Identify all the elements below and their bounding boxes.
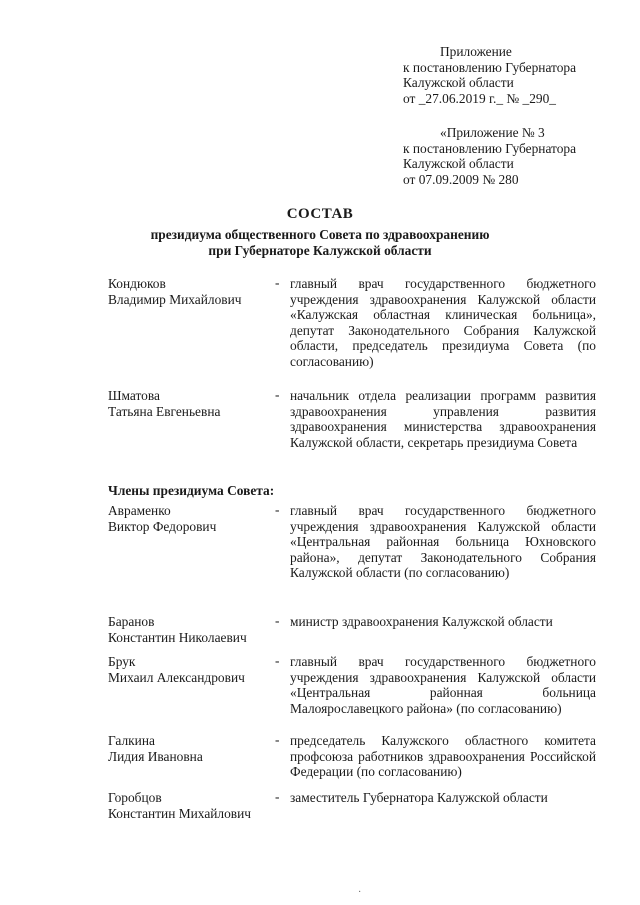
separator-dash: - [275,789,280,804]
member-role: председатель Калужского областного комитета профсоюза работников здравоохранения Российской Федерации (по согласованию) [290,733,596,780]
member-surname: Авраменко [108,503,171,518]
member-name [108,654,268,685]
member-name [108,388,268,419]
annex-line: от 07.09.2009 № 280 [403,171,519,187]
scan-speck: · [358,887,362,898]
member-given-names: Виктор Федорович [108,518,217,534]
member-given-names: Лидия Ивановна [108,748,203,764]
document-title: СОСТАВ [286,206,354,222]
annex-line: Калужской области [403,75,514,91]
separator-dash: - [275,502,280,517]
member-given-names: Михаил Александрович [108,669,245,685]
annex-header-original [403,125,576,187]
member-role: министр здравоохранения Калужской области [290,614,553,629]
subtitle-line: при Губернаторе Калужской области [208,242,432,258]
member-surname: Брук [108,654,136,669]
member-given-names: Владимир Михайлович [108,291,242,307]
member-role: главный врач государственного бюджетного учреждения здравоохранения Калужской области «Центральная районная больница Юхновского района», депутат Законодательного Собрания Калужской области (по согласованию) [290,503,596,581]
member-role: заместитель Губернатора Калужской области [290,790,548,805]
annex-line: «Приложение № 3 [440,125,545,140]
member-given-names: Константин Николаевич [108,629,247,645]
separator-dash: - [275,613,280,628]
separator-dash: - [275,275,280,290]
member-surname: Баранов [108,614,155,629]
members-heading: Члены президиума Совета: [108,483,275,498]
separator-dash: - [275,732,280,747]
separator-dash: - [275,653,280,668]
annex-line: Приложение [440,44,512,59]
member-role: начальник отдела реализации программ развития здравоохранения управления развития здравоохранения министерства здравоохранения Калужской области, секретарь президиума Совета [290,388,596,450]
member-surname: Кондюков [108,276,166,291]
member-name [108,503,268,534]
member-surname: Галкина [108,733,155,748]
member-given-names: Константин Михайлович [108,805,252,821]
member-surname: Горобцов [108,790,162,805]
subtitle-line: президиума общественного Совета по здравоохранению [150,227,490,242]
member-surname: Шматова [108,388,160,403]
member-name [108,790,268,821]
annex-line: к постановлению Губернатора [403,59,577,75]
annex-line: Калужской области [403,156,514,172]
member-role: главный врач государственного бюджетного учреждения здравоохранения Калужской области «Центральная районная больница Малоярославецкого района» (по согласованию) [290,654,596,716]
separator-dash: - [275,387,280,402]
member-role: главный врач государственного бюджетного учреждения здравоохранения Калужской области «Калужская областная клиническая больница», депутат Законодательного Собрания Калужской области, председатель президиума Совета (по согласованию) [290,276,596,369]
annex-line: от _27.06.2019 г._ № _290_ [403,90,556,106]
member-given-names: Татьяна Евгеньевна [108,403,221,419]
member-name [108,614,268,645]
document-subtitle [0,227,640,258]
annex-header-current [403,44,576,106]
member-name [108,276,268,307]
member-name [108,733,268,764]
annex-line: к постановлению Губернатора [403,140,577,156]
